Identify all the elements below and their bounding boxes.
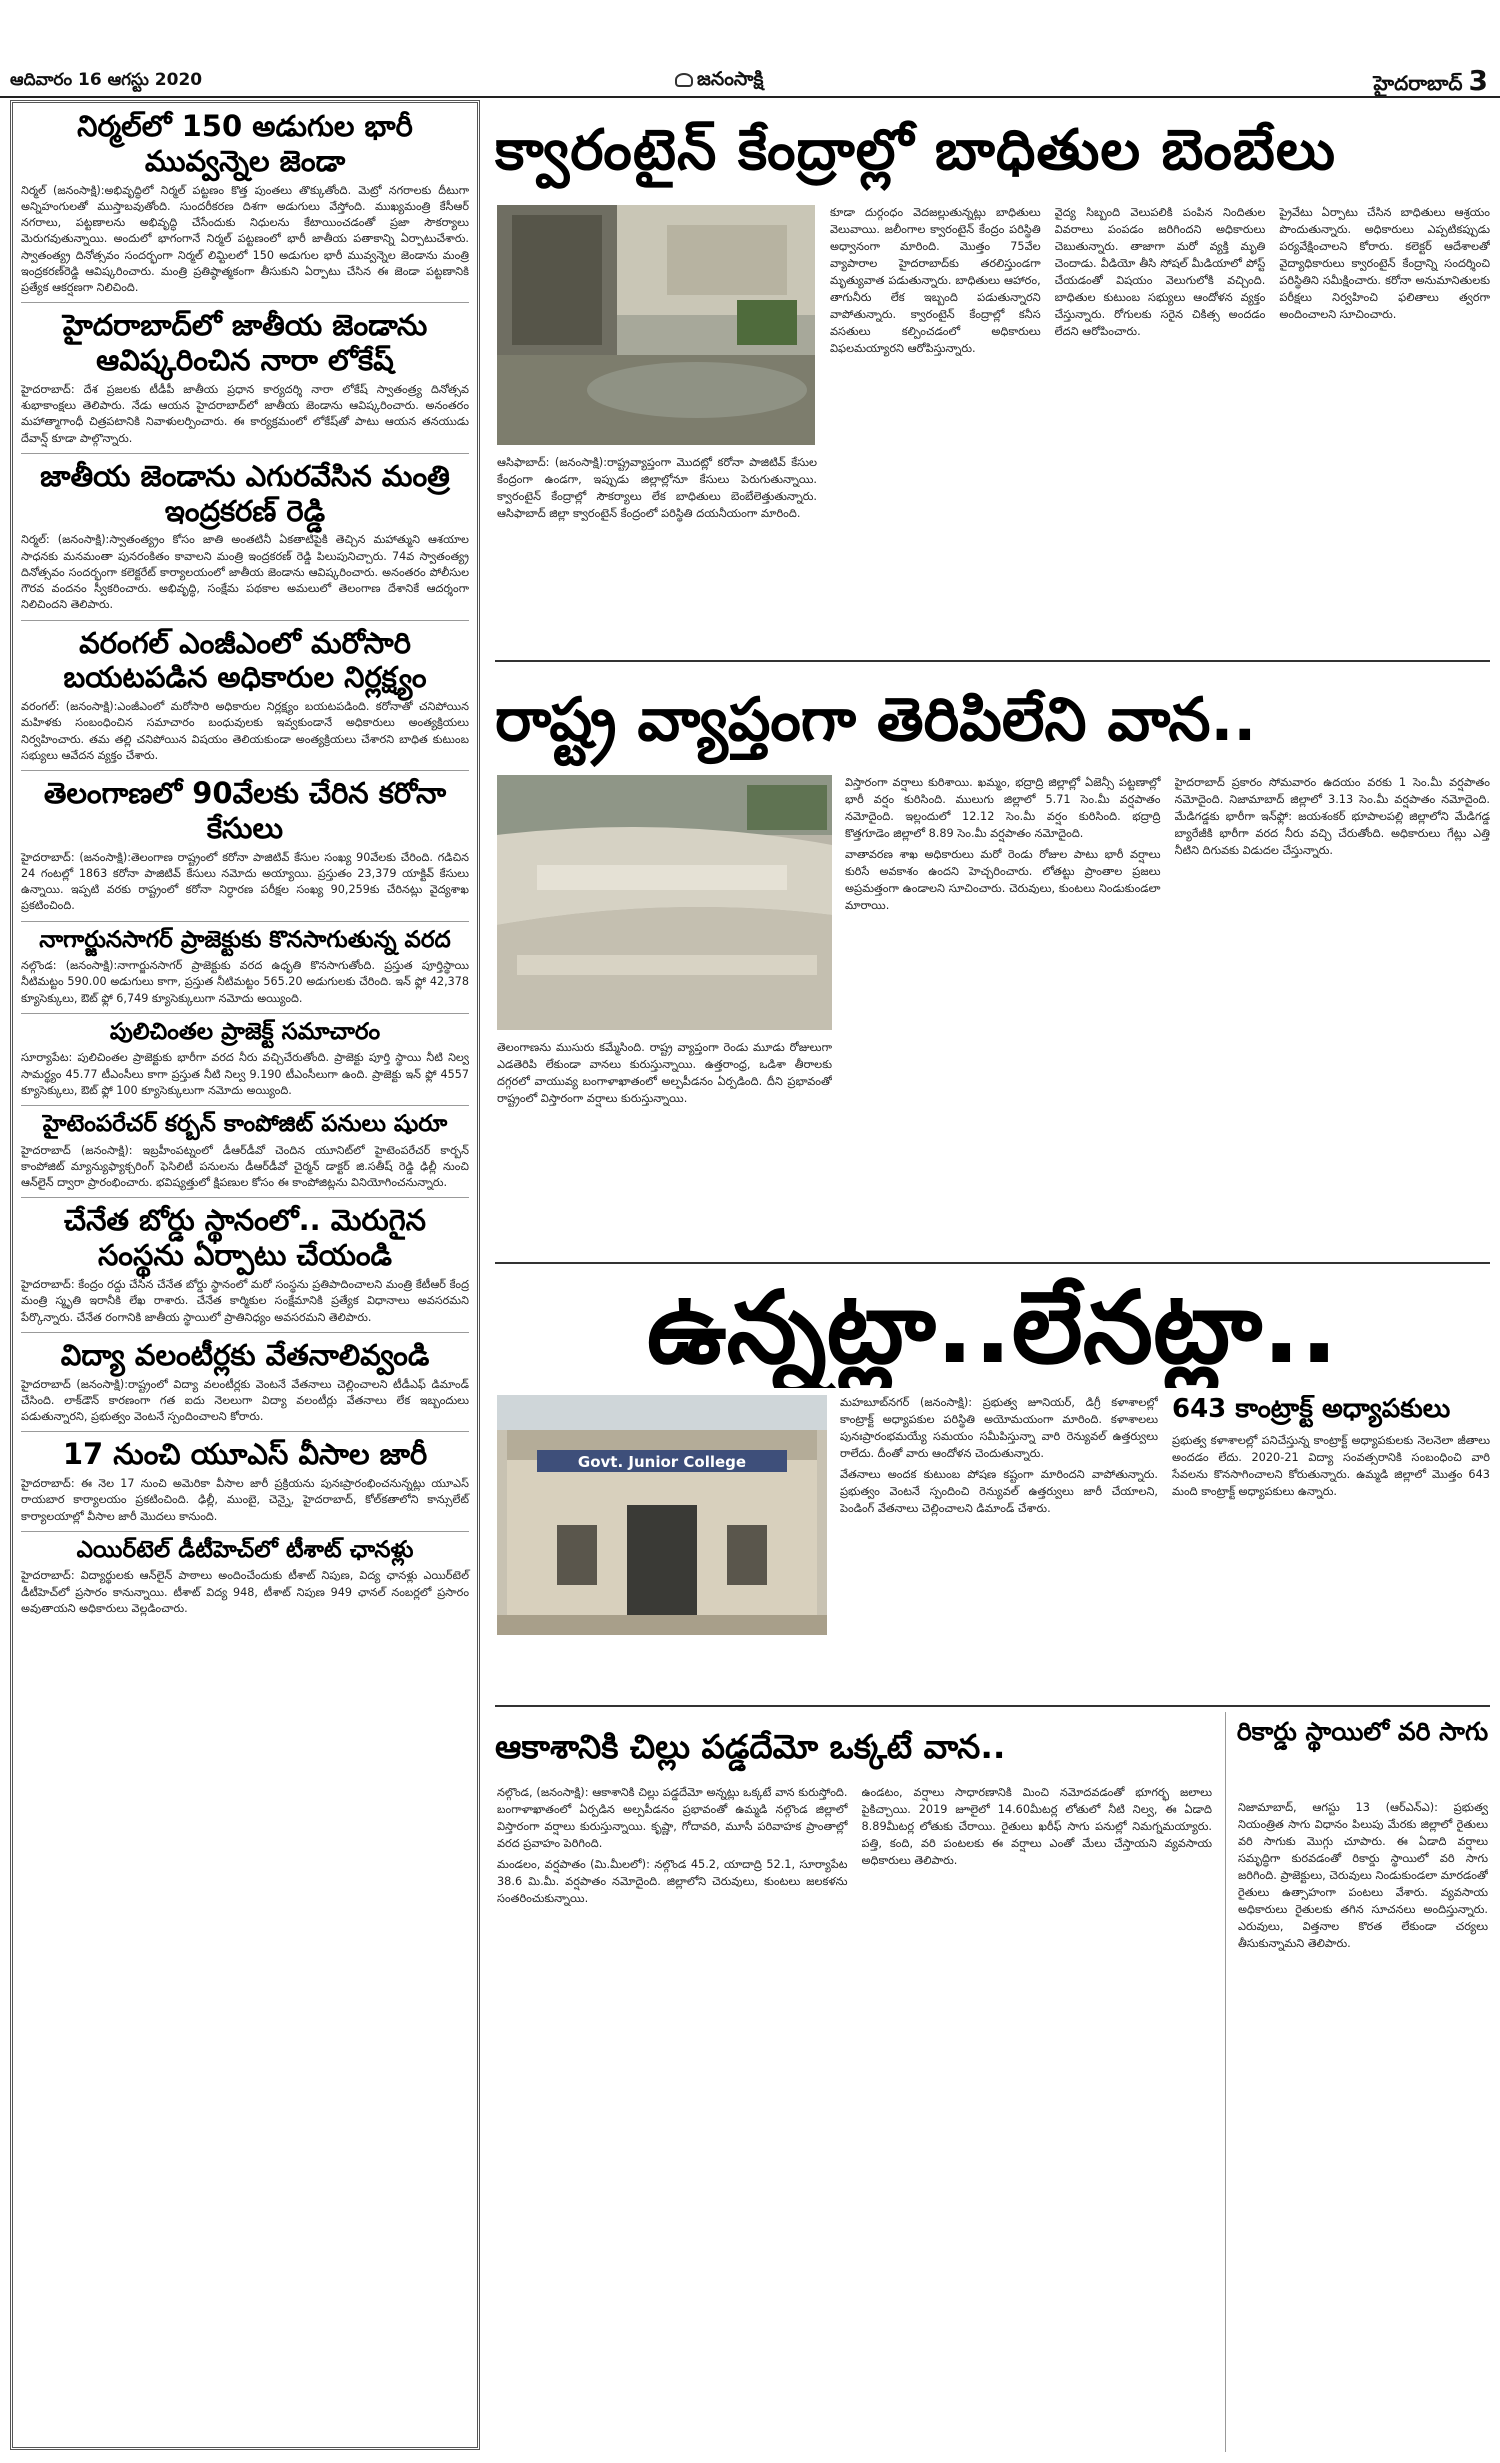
divider: [21, 921, 469, 922]
story3-col: [1172, 1395, 1490, 1695]
story3-col: [840, 1395, 1158, 1695]
paragraph: వైద్య సిబ్బంది వెలుపలికి పంపిన నిందితుల వివరాలు పంపడం జరిగిందని అధికారులు చెబుతున్నారు. తాజాగా మరో వ్యక్తి మృతి చెందాడు. వీడియో తీసి సోషల్ మీడియాలో పోస్ట్ చేయడంతో విషయం వెలుగులోకి వచ్చింది. బాధితుల కుటుంబ సభ్యులు ఆందోళన వ్యక్తం చేస్తున్నారు. రోగులకు సరైన చికిత్స అందడం లేదని ఆరోపించారు.: [1054, 206, 1266, 338]
story1-col: [1055, 205, 1266, 650]
story-body: నిర్మల్‌ (జనంసాక్షి):అభివృద్ధిలో నిర్మల్ పట్టణం కొత్త పుంతలు తొక్కుతోంది. మెట్రో నగరాలకు దీటుగా అన్నిహంగులతో ముస్తాబవుతోంది. సుందరీకరణ దిశగా అడుగులు వేస్తోంది. ముఖ్యమంత్రి కేసీఆర్ నగరాలు, పట్టణాలను అభివృద్ధి చేసేందుకు నిధులను కేటాయించడంతో ప్రజా సౌకర్యాలు మెరుగవుతున్నాయి. అందులో భాగంగానే నిర్మల్ పట్టణంలో భారీ జాతీయ పతాకాన్ని ఏర్పాటుచేశారు. స్వాతంత్య్ర దినోత్సవం సందర్భంగా నిర్మల్ లిమ్టిలలో 150 అడుగుల భారీ మువ్వన్నెల జెండాను మంత్రి ఇంద్రకరణ్‌రెడ్డి ఆవిష్కరించారు. మంత్రి ప్రతిష్ఠాత్మకంగా తీసుకుని ఏర్పాటు చేసిన ఈ జెండా పట్టణానికి ప్రత్యేక ఆకర్షణగా నిలిచింది.: [21, 183, 469, 294]
column-divider: [1225, 1712, 1226, 2452]
story1-col: [1279, 205, 1490, 650]
story4-col: [497, 1785, 848, 2450]
story-headline: ఎయిర్‌టెల్ డీటీహెచ్‌లో టీశాట్ ఛానళ్లు: [76, 1536, 414, 1563]
story4-columns: [497, 1785, 1212, 2450]
story-body: హైదరాబాద్‌ (జనంసాక్షి):రాష్ట్రంలో విద్యా వలంటీర్లకు వెంటనే వేతనాలు చెల్లించాలని టీడీఎఫ్ డిమాండ్ చేసింది. లాక్‌డౌన్ కారణంగా గత ఐదు నెలలుగా విద్యా వలంటీర్లు వేతనాలు లేక ఇబ్బందులు పడుతున్నారని, ప్రభుత్వం వెంటనే స్పందించాలని కోరారు.: [21, 1377, 469, 1424]
story-headline-paddy: రికార్డు స్థాయిలో వరి సాగు: [1236, 1717, 1489, 1746]
story-headline-rain: రాష్ట్ర వ్యాప్తంగా తెరిపిలేని వాన..: [495, 685, 1257, 755]
divider: [21, 1197, 469, 1198]
story-headline: విద్యా వలంటీర్లకు వేతనాలివ్వండి: [60, 1337, 430, 1372]
divider: [495, 1705, 1490, 1707]
college-photo: [497, 1395, 827, 1635]
issue-date: ఆదివారం 16 ఆగస్టు 2020: [10, 70, 203, 90]
story-body: వరంగల్‌: (జనంసాక్షి):ఎంజీఎంలో మరోసారి అధికారుల నిర్లక్ష్యం బయటపడింది. కరోనాతో చనిపోయిన మహిళకు సంబంధించిన సమాచారం బంధువులకు ఇవ్వకుండానే అధికారులు అంత్యక్రియలు నిర్వహించారు. తమ తల్లి చనిపోయిన విషయం తెలియకుండా అంత్యక్రియలు చేశారని బాధిత కుటుంబ సభ్యులు ఆవేదన వ్యక్తం చేశారు.: [21, 700, 469, 762]
story-body: హైదరాబాద్‌: ఈ నెల 17 నుంచి అమెరికా వీసాల జారీ ప్రక్రియను పునఃప్రారంభించనున్నట్లు యూఎస్ రాయబార కార్యాలయం ప్రకటించింది. ఢిల్లీ, ముంబై, చెన్నై, హైదరాబాద్, కోల్‌కతాలోని కాన్సులేట్ కార్యాలయాల్లో వీసాల జారీ మొదలు కానుంది.: [21, 1477, 469, 1523]
masthead: [0, 0, 1500, 95]
divider: [21, 302, 469, 303]
edition-info: [1373, 64, 1488, 100]
story-headline: హైదరాబాద్‌లో జాతీయ జెండాను ఆవిష్కరించిన నారా లోకేష్‌: [62, 308, 428, 378]
divider: [21, 1332, 469, 1333]
paragraph: ప్రభుత్వ కళాశాలల్లో పనిచేస్తున్న కాంట్రాక్ట్ అధ్యాపకులకు నెలనెలా జీతాలు అందడం లేదు. 2020-21 విద్యా సంవత్సరానికి సంబంధించి వారి సేవలను కొనసాగించాలని కోరుతున్నారు. ఉమ్మడి జిల్లాలో మొత్తం 643 మంది కాంట్రాక్ట్ అధ్యాపకులు ఉన్నారు.: [1172, 1433, 1490, 1498]
divider: [21, 453, 469, 454]
divider: [21, 620, 469, 621]
story2-col: [1175, 775, 1491, 1250]
paragraph: ఉండటం, వర్షాలు సాధారణానికి మించి నమోదవడంతో భూగర్భ జలాలు పైకిచ్చాయి. 2019 జూలైలో 14.60మీటర్ల లోతులో నీటి నిల్వ, ఈ ఏడాది 8.89మీటర్ల లోతుకు చేరాయి. రైతులు ఖరీఫ్ సాగు పనుల్లో నిమగ్నమయ్యారు. పత్తి, కంది, వరి పంటలకు ఈ వర్షాలు ఎంతో మేలు చేస్తాయని వ్యవసాయ అధికారులు తెలిపారు.: [861, 1786, 1212, 1867]
page-number: 3: [1468, 64, 1488, 97]
left-story: [21, 109, 469, 296]
story3-subhead: 643 కాంట్రాక్ట్ అధ్యాపకులు: [1172, 1395, 1451, 1424]
left-story: [21, 927, 469, 1007]
story1-columns: [830, 205, 1490, 650]
story-body: హైదరాబాద్‌: విద్యార్థులకు ఆన్‌లైన్ పాఠాలు అందించేందుకు టీశాట్ నిపుణ, విద్య ఛానళ్లు ఎయిర్‌టెల్ డీటీహెచ్‌లో ప్రసారం కానున్నాయి. టీశాట్ విద్య 948, టీశాట్ నిపుణ 949 ఛానల్ నంబర్లలో ప్రసారం అవుతాయని అధికారులు వెల్లడించారు.: [21, 1569, 469, 1615]
story-headline: పులిచింతల ప్రాజెక్ట్ సమాచారం: [109, 1018, 381, 1045]
story5-body: నిజామాబాద్, ఆగస్టు 13 (ఆర్‌ఎన్‌ఎ): ప్రభుత్వ నియంత్రిత సాగు విధానం పిలుపు మేరకు జిల్లాలో రైతులు వరి సాగుకు మొగ్గు చూపారు. ఈ ఏడాది వర్షాలు సమృద్ధిగా కురవడంతో రికార్డు స్థాయిలో వరి సాగు జరిగింది. ప్రాజెక్టులు, చెరువులు నిండుకుండలా మారడంతో రైతులు ఉత్సాహంగా పంటలు వేశారు. వ్యవసాయ అధికారులు రైతులకు తగిన సూచనలు అందిస్తున్నారు. ఎరువులు, విత్తనాల కొరత లేకుండా చర్యలు తీసుకున్నామని తెలిపారు.: [1238, 1801, 1488, 1950]
paragraph: మహబూబ్‌నగర్‌ (జనంసాక్షి): ప్రభుత్వ జూనియర్, డిగ్రీ కళాశాలల్లో కాంట్రాక్ట్ అధ్యాపకుల పరిస్థితి అయోమయంగా మారింది. కళాశాలలు పునఃప్రారంభమయ్యే సమయం సమీపిస్తున్నా వారి రెన్యువల్ ఉత్తర్వులు రాలేదు. దీంతో వారు ఆందోళన చెందుతున్నారు.: [840, 1396, 1158, 1460]
left-news-column: [10, 100, 480, 2450]
left-story: [21, 1537, 469, 1617]
story-body: సూర్యాపేట: పులిచింతల ప్రాజెక్టుకు భారీగా వరద నీరు వచ్చిచేరుతోంది. ప్రాజెక్టు పూర్తి స్థాయి నీటి నిల్వ సామర్థ్యం 45.77 టీఎంసీలు కాగా ప్రస్తుత నీటి నిల్వ 9.190 టీఎంసీలుగా ఉంది. ప్రాజెక్టు ఇన్ ఫ్లో 4557 క్యూసెక్కులు, ఔట్ ఫ్లో 100 క్యూసెక్కులుగా నమోదు అయ్యింది.: [21, 1051, 469, 1097]
paragraph: వేతనాలు అందక కుటుంబ పోషణ కష్టంగా మారిందని వాపోతున్నారు. ప్రభుత్వం వెంటనే స్పందించి రెన్యువల్ ఉత్తర్వులు జారీ చేయాలని, పెండింగ్ వేతనాలు చెల్లించాలని డిమాండ్ చేశారు.: [840, 1467, 1158, 1515]
story-body: నిర్మల్‌: (జనంసాక్షి):స్వాతంత్య్రం కోసం జాతి అంతటినీ ఏకతాటిపైకి తెచ్చిన మహాత్ముని ఆశయాల సాధనకు మనమంతా పునరంకితం కావాలని మంత్రి ఇంద్రకరణ్ రెడ్డి పిలుపునిచ్చారు. 74వ స్వాతంత్య్ర దినోత్సవం సందర్భంగా కలెక్టరేట్ కార్యాలయంలో జాతీయ జెండాను ఆవిష్కరించారు. అనంతరం పోలీసుల గౌరవ వందనం స్వీకరించారు. అభివృద్ధి, సంక్షేమ పథకాల అమలులో తెలంగాణ దేశానికే ఆదర్శంగా నిలిచిందని తెలిపారు.: [21, 533, 469, 612]
svg-text:Govt. Junior College: Govt. Junior College: [577, 1453, 747, 1471]
paragraph: కూడా దుర్గంధం వెదజల్లుతున్నట్లు బాధితులు వెలువాయి. జలీంగాల క్వారంటైన్ కేంద్రం పరిస్థితి అధ్వానంగా మారింది. మొత్తం 75వేల వ్యాపారాల హైదరాబాద్‌కు తరలిస్తుండగా మృత్యువాత పడుతున్నారు. బాధితులు ఆహారం, తాగునీరు లేక ఇబ్బంది పడుతున్నారని వాపోతున్నారు. క్వారంటైన్ కేంద్రాల్లో కనీస వసతులు కల్పించడంలో అధికారులు విఫలమయ్యారని ఆరోపిస్తున్నారు.: [830, 206, 1041, 355]
left-story: [21, 1437, 469, 1525]
paragraph: ప్రైవేటు ఏర్పాటు చేసిన బాధితులు ఆశ్రయం పొందుతున్నారు. అధికారులు ఎప్పటికప్పుడు పర్యవేక్షించాలని కోరారు. కలెక్టర్ ఆదేశాలతో వైద్యాధికారులు క్వారంటైన్ కేంద్రాన్ని సందర్శించి పరిస్థితిని సమీక్షించారు. కరోనా అనుమానితులకు పరీక్షలు నిర్వహించి ఫలితాలు త్వరగా అందించాలని సూచించారు.: [1279, 206, 1491, 321]
masthead-rule: [0, 96, 1500, 98]
divider: [21, 1431, 469, 1432]
paragraph: నల్గొండ, (జనంసాక్షి): ఆకాశానికి చిల్లు పడ్డదేమో అన్నట్లు ఒక్కటే వాన కురుస్తోంది. బంగాళాఖాతంలో ఏర్పడిన అల్పపీడనం ప్రభావంతో ఉమ్మడి నల్గొండ జిల్లాలో విస్తారంగా వర్షాలు కురుస్తున్నాయి. కృష్ణా, గోదావరి, మూసీ పరివాహక ప్రాంతాల్లో వరద ప్రవాహం పెరిగింది.: [497, 1786, 848, 1850]
newspaper-logo: [675, 68, 763, 95]
divider: [21, 1013, 469, 1014]
quarantine-photo: [497, 205, 815, 445]
left-story: [21, 1019, 469, 1099]
story2-columns: [845, 775, 1490, 1250]
waterfall-photo: [497, 775, 832, 1030]
story3-columns: [840, 1395, 1490, 1695]
story-body: హైదరాబాద్‌: (జనంసాక్షి):తెలంగాణ రాష్ట్రంలో కరోనా పాజిటివ్ కేసుల సంఖ్య 90వేలకు చేరింది. గడిచిన 24 గంటల్లో 1863 కరోనా పాజిటివ్ కేసులు నమోదు అయ్యాయి. ప్రస్తుతం 23,379 యాక్టివ్ కేసులు ఉన్నాయి. ఇప్పటి వరకు రాష్ట్రంలో కరోనా నిర్ధారణ పరీక్షల సంఖ్య 90,259కు చేరినట్లు వైద్యశాఖ ప్రకటించింది.: [21, 850, 469, 913]
college-photo-image: [497, 1395, 827, 1635]
story-headline: హైటెంపరేచర్ కర్బన్ కాంపోజిట్ పనులు షురూ: [42, 1111, 448, 1138]
left-story: [21, 626, 469, 765]
story1-lead: ఆసిఫాబాద్‌: (జనంసాక్షి):రాష్ట్రవ్యాప్తంగా మొదట్లో కరోనా పాజిటివ్ కేసుల కేంద్రంగా ఉండగా, ఇప్పుడు జిల్లాల్లోనూ కేసులు పెరుగుతున్నాయి. క్వారంటైన్ కేంద్రాల్లో సౌకర్యాలు లేక బాధితులు బెంబేలెత్తుతున్నారు. ఆసిఫాబాద్ జిల్లా క్వారంటైన్ కేంద్రంలో పరిస్థితి దయనీయంగా మారింది.: [497, 456, 817, 520]
story-body: నల్గొండ: (జనంసాక్షి):నాగార్జునసాగర్ ప్రాజెక్టుకు వరద ఉధృతి కొనసాగుతోంది. ప్రస్తుత పూర్తిస్థాయి నీటిమట్టం 590.00 అడుగులు కాగా, ప్రస్తుత నీటిమట్టం 565.20 అడుగులకు చేరింది. ఇన్ ఫ్లో 42,378 క్యూసెక్కులు, ఔట్ ఫ్లో 6,749 క్యూసెక్కులుగా నమోదు అయ్యింది.: [21, 959, 469, 1005]
story-body: హైదరాబాద్‌: దేశ ప్రజలకు టీడీపీ జాతీయ ప్రధాన కార్యదర్శి నారా లోకేష్ స్వాతంత్ర్య దినోత్సవ శుభాకాంక్షలు తెలిపారు. నేడు ఆయన హైదరాబాద్‌లో జాతీయ జెండాను ఆవిష్కరించారు. అనంతరం మహాత్మాగాంధీ చిత్రపటానికి నివాళులర్పించారు. ఈ కార్యక్రమంలో లోకేష్‌తో పాటు ఆయన తనయుడు దేవాన్ష్ కూడా పాల్గొన్నారు.: [21, 382, 469, 445]
paragraph: హైదరాబాద్‌ ప్రకారం సోమవారం ఉదయం వరకు 1 సెం.మీ వర్షపాతం నమోదైంది. నిజామాబాద్ జిల్లాలో 3.13 సెం.మీ వర్షపాతం నమోదైంది. మేడిగడ్డకు భారీగా ఇన్‌ఫ్లో: జయశంకర్ భూపాలపల్లి జిల్లాలోని మేడిగడ్డ బ్యారేజీకి భారీగా వరద నీరు వచ్చి చేరుతోంది. అధికారులు గేట్లు ఎత్తి నీటిని దిగువకు విడుదల చేస్తున్నారు.: [1174, 776, 1490, 857]
logo-icon: [675, 73, 693, 87]
left-story: [21, 1203, 469, 1325]
paragraph: వాతావరణ శాఖ అధికారులు మరో రెండు రోజుల పాటు భారీ వర్షాలు కురిసే అవకాశం ఉందని హెచ్చరించారు. లోతట్టు ప్రాంతాల ప్రజలు అప్రమత్తంగా ఉండాలని సూచించారు. చెరువులు, కుంటలు నిండుకుండలా మారాయి.: [845, 847, 1161, 912]
paragraph: మండలం, వర్షపాతం (మి.మీలలో): నల్గొండ 45.2, యాదాద్రి 52.1, సూర్యాపేట 38.6 మి.మీ. వర్షపాతం నమోదైంది. జిల్లాలోని చెరువులు, కుంటలు జలకళను సంతరించుకున్నాయి.: [497, 1857, 848, 1905]
story-headline: తెలంగాణలో 90వేలకు చేరిన కరోనా కేసులు: [43, 776, 447, 845]
story-headline: నాగార్జునసాగర్ ప్రాజెక్టుకు కొనసాగుతున్న వరద: [39, 926, 451, 953]
divider: [495, 1262, 1490, 1264]
left-story: [21, 776, 469, 915]
edition-city: హైదరాబాద్: [1373, 71, 1463, 95]
waterfall-photo-image: [497, 775, 832, 1030]
story-headline-quarantine: క్వారంటైన్ కేంద్రాల్లో బాధితుల బెంబేలు: [495, 118, 1337, 183]
story2-lead: తెలంగాణను ముసురు కమ్మేసింది. రాష్ట్ర వ్యాప్తంగా రెండు మూడు రోజులుగా ఎడతెరిపి లేకుండా వానలు కురుస్తున్నాయి. ఉత్తరాంధ్ర, ఒడిశా తీరాలకు దగ్గరలో వాయువ్య బంగాళాఖాతంలో అల్పపీడనం ఏర్పడింది. దీని ప్రభావంతో రాష్ట్రంలో విస్తారంగా వర్షాలు కురుస్తున్నాయి.: [497, 1041, 832, 1105]
story-headline-contract: ఉన్నట్లా..లేనట్లా..: [646, 1269, 1339, 1386]
story4-col: [862, 1785, 1213, 2450]
divider: [495, 660, 1490, 662]
left-story: [21, 459, 469, 614]
left-story: [21, 1338, 469, 1426]
story-body: హైదరాబాద్‌: కేంద్రం రద్దు చేసిన చేనేత బోర్డు స్థానంలో మరో సంస్థను ప్రతిపాదించాలని మంత్రి కేటీఆర్ కేంద్ర మంత్రి స్మృతి ఇరానీకి లేఖ రాశారు. చేనేత కార్మికుల సంక్షేమానికి ప్రత్యేక విధానాలు అవసరమని పేర్కొన్నారు. చేనేత రంగానికి జాతీయ స్థాయిలో ప్రాతినిధ్యం అవసరమని తెలిపారు.: [21, 1278, 469, 1324]
story-headline: నిర్మల్‌లో 150 అడుగుల భారీ మువ్వన్నెల జెండా: [77, 109, 413, 178]
divider: [21, 770, 469, 771]
paragraph: విస్తారంగా వర్షాలు కురిశాయి. ఖమ్మం, భద్రాద్రి జిల్లాల్లో ఏజెన్సీ పట్టణాల్లో భారీ వర్షం కురిసింది. ములుగు జిల్లాలో 5.71 సెం.మీ వర్షపాతం నమోదైంది. ఇల్లందులో 12.12 సెం.మీ వర్షం కురిసింది. భద్రాద్రి కొత్తగూడెం జిల్లాలో 8.89 సెం.మీ వర్షపాతం నమోదైంది.: [845, 776, 1161, 840]
divider: [21, 1105, 469, 1106]
left-story: [21, 1111, 469, 1191]
quarantine-photo-image: [497, 205, 815, 445]
left-story: [21, 308, 469, 447]
story-body: హైదరాబాద్‌ (జనంసాక్షి): ఇబ్రహీంపట్నంలో డీఆర్‌డీవో చెందిన యూనిట్‌లో హైటెంపరేచర్ కార్బన్ కాంపోజిట్ మ్యాన్యుఫ్యాక్చరింగ్ ఫెసిలిటీ పనులను డీఆర్‌డీవో చైర్మన్ డాక్టర్ జి.సతీష్ రెడ్డి ఢిల్లీ నుంచి ఆన్‌లైన్ ద్వారా ప్రారంభించారు. భవిష్యత్తులో క్షిపణుల కోసం ఈ కాంపోజిట్లను వినియోగించనున్నారు.: [21, 1143, 469, 1190]
divider: [21, 1531, 469, 1532]
story-headline: 17 నుంచి యూఎస్ వీసాల జారీ: [62, 1437, 428, 1472]
story-headline: చేనేత బోర్డు స్థానంలో.. మెరుగైన సంస్థను ఏర్పాటు చేయండి: [64, 1203, 426, 1273]
logo-text: జనంసాక్షి: [697, 68, 764, 90]
story-headline-sky-rain: ఆకాశానికి చిల్లు పడ్డదేమో ఒక్కటే వాన..: [495, 1727, 1006, 1766]
story2-col: [845, 775, 1161, 1250]
story-headline: వరంగల్ ఎంజీఎంలో మరోసారి బయటపడిన అధికారుల నిర్లక్ష్యం: [63, 625, 427, 695]
story1-col: [830, 205, 1041, 650]
story-headline: జాతీయ జెండాను ఎగురవేసిన మంత్రి ఇంద్రకరణ్ రెడ్డి: [40, 458, 450, 528]
